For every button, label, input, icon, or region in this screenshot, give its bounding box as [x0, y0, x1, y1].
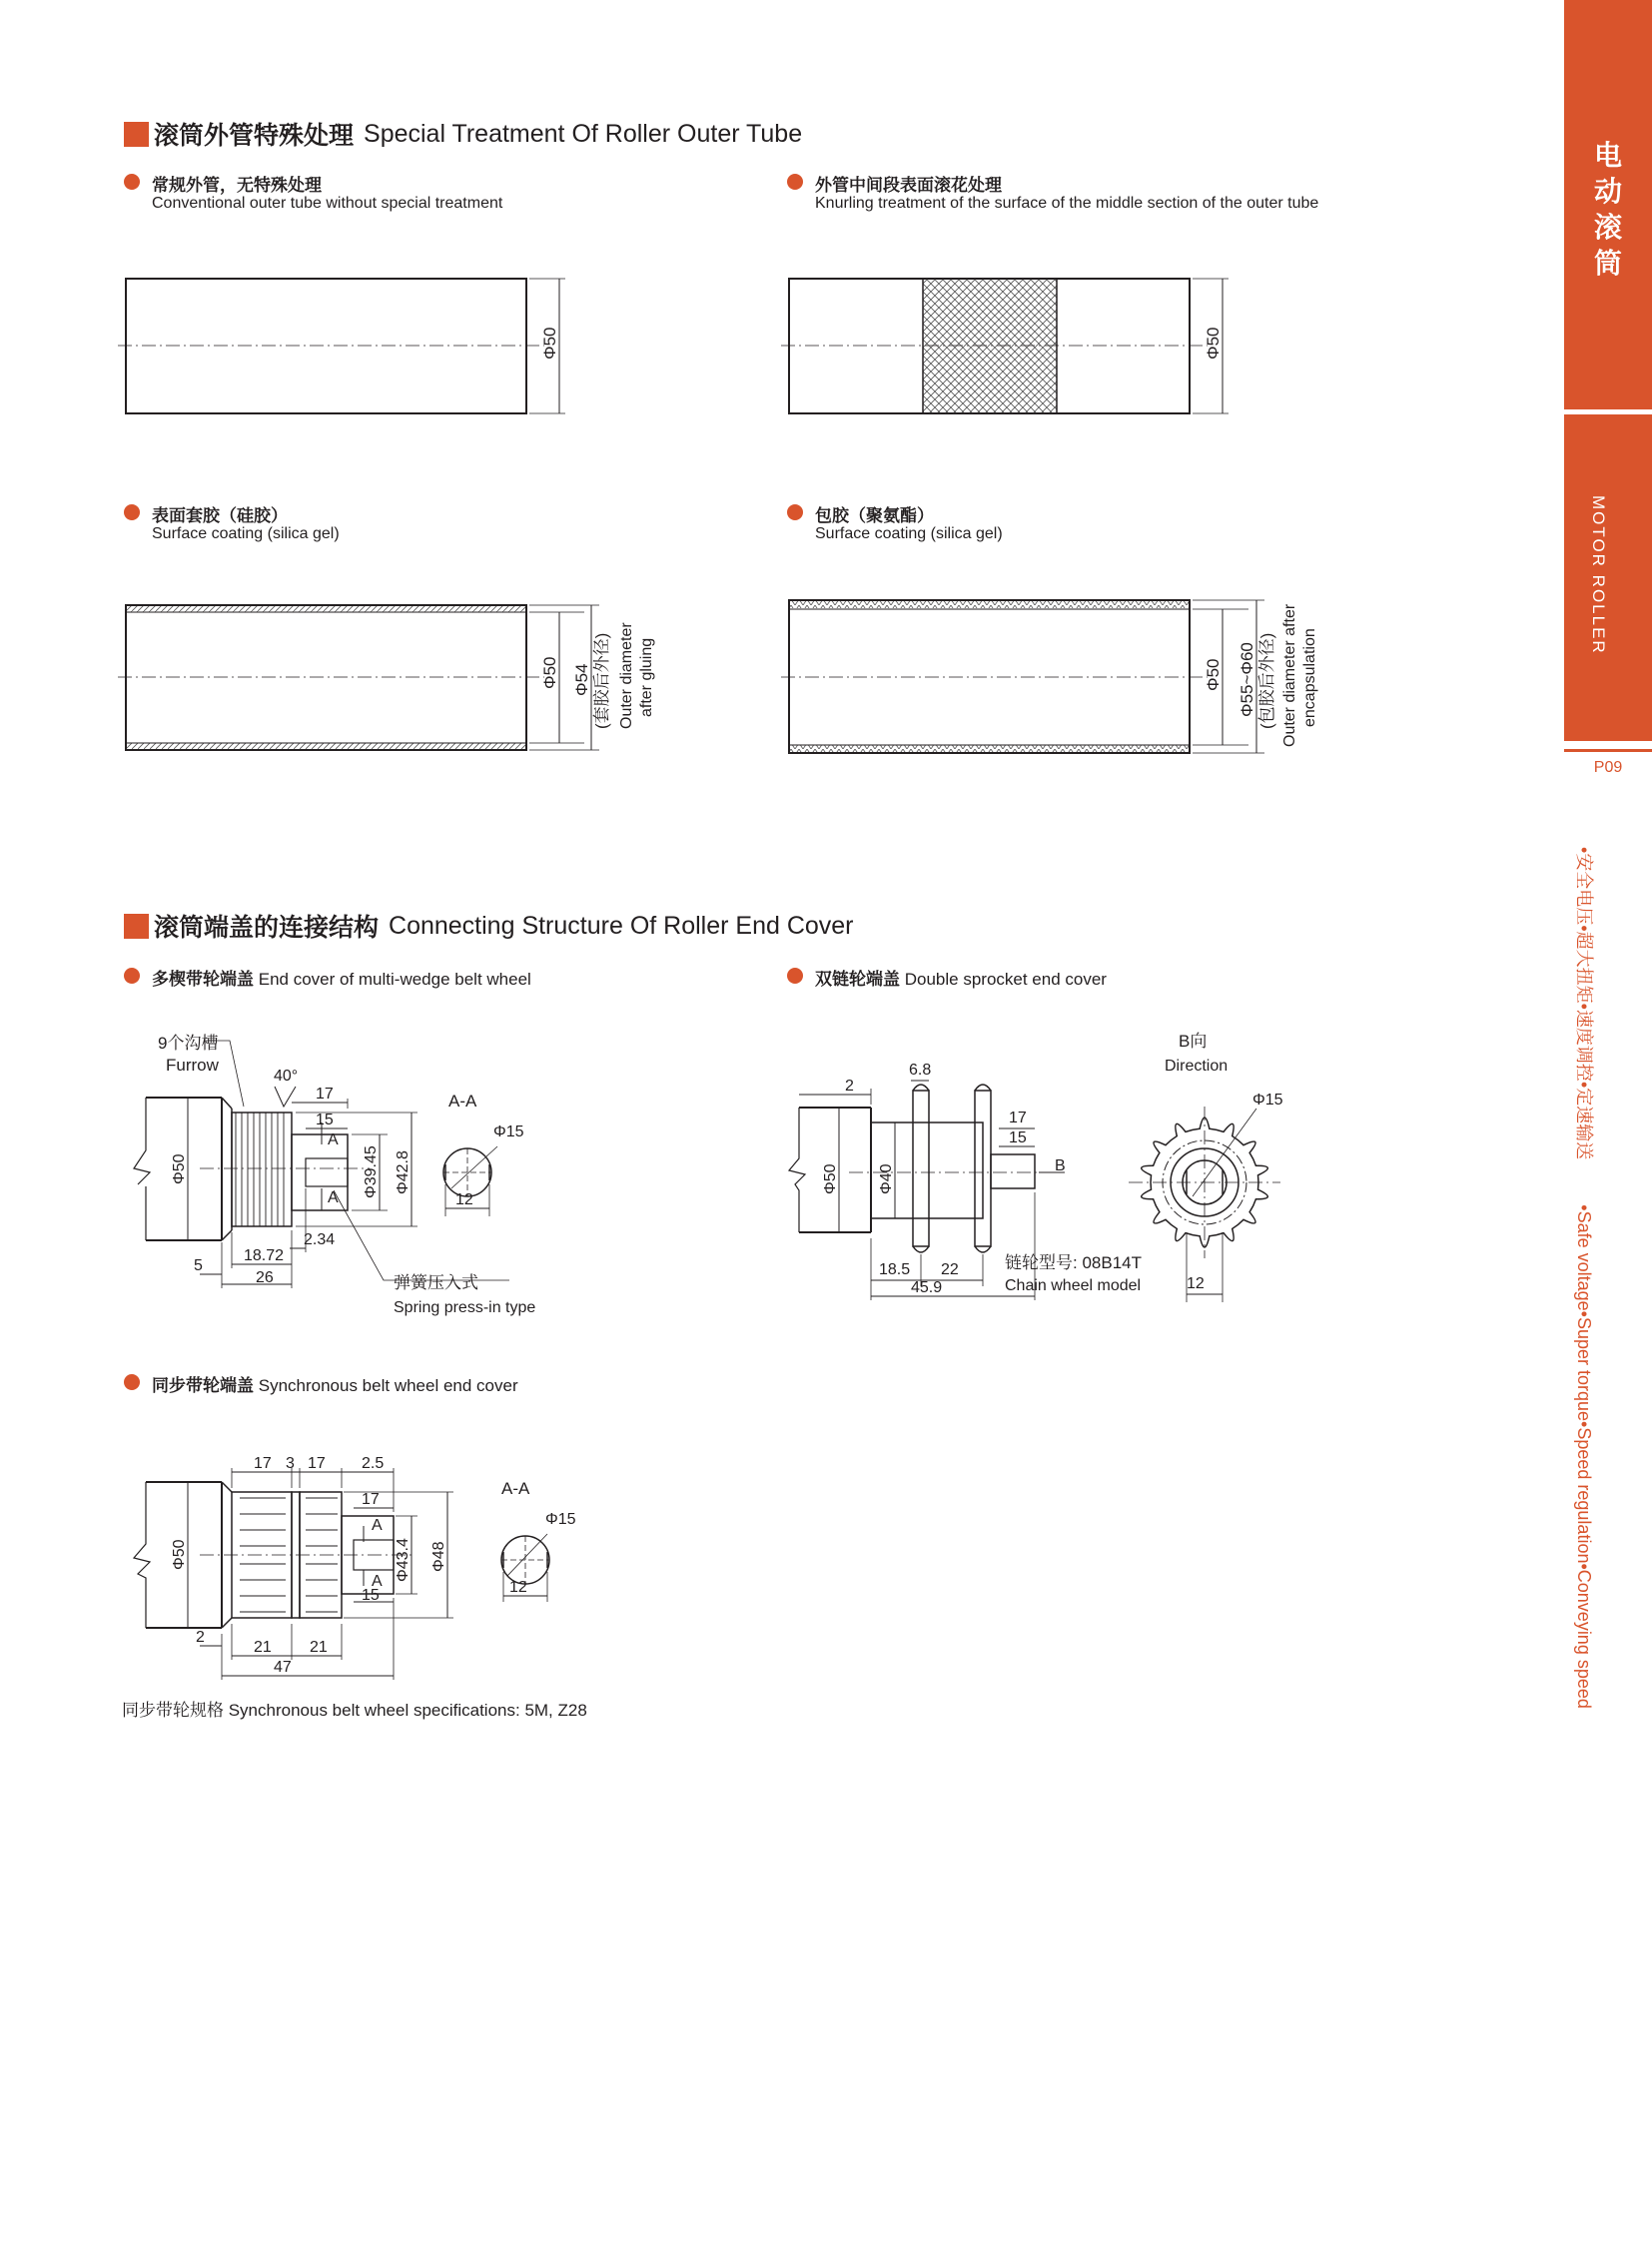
svg-text:2.5: 2.5 — [362, 1455, 385, 1472]
svg-text:12: 12 — [455, 1191, 473, 1208]
dim-phi50: Φ50 — [540, 327, 559, 360]
svg-text:Direction: Direction — [1165, 1058, 1229, 1075]
dim-note-en-1: Outer diameter after — [1281, 603, 1298, 747]
svg-text:12: 12 — [1187, 1275, 1205, 1292]
svg-text:Φ42.8: Φ42.8 — [395, 1150, 412, 1194]
svg-text:21: 21 — [310, 1639, 328, 1656]
svg-text:弹簧压入式: 弹簧压入式 — [394, 1273, 478, 1292]
svg-text:21: 21 — [254, 1639, 272, 1656]
svg-text:B向: B向 — [1179, 1032, 1208, 1051]
sync-belt-drawing — [134, 1468, 549, 1680]
sprocket-front-drawing — [1129, 1107, 1280, 1302]
sprocket-labels — [822, 1032, 1283, 1296]
svg-text:Φ43.4: Φ43.4 — [395, 1538, 412, 1582]
dim-phi50: Φ50 — [540, 656, 559, 689]
section-title-end-cover: 滚筒端盖的连接结构 Connecting Structure Of Roller End Cover — [124, 908, 854, 944]
svg-text:Chain wheel model: Chain wheel model — [1005, 1277, 1142, 1294]
dim-note-en-1: Outer diameter — [618, 622, 635, 729]
svg-text:40°: 40° — [274, 1068, 299, 1085]
svg-text:15: 15 — [316, 1112, 334, 1128]
svg-text:链轮型号: 08B14T: 链轮型号: 08B14T — [1005, 1253, 1142, 1272]
svg-text:6.8: 6.8 — [909, 1062, 932, 1079]
dim-phi50: Φ50 — [1204, 658, 1223, 691]
bullet-icon — [124, 1374, 140, 1390]
svg-text:15: 15 — [362, 1587, 380, 1604]
dim-note-cn: (套胶后外径) — [592, 632, 611, 729]
sidebar-title-cn: 电 动 滚 筒 — [1593, 140, 1622, 279]
svg-text:A: A — [328, 1131, 339, 1148]
svg-text:Φ50: Φ50 — [171, 1153, 188, 1184]
svg-text:Furrow: Furrow — [166, 1056, 219, 1075]
svg-text:Φ15: Φ15 — [1252, 1092, 1283, 1109]
svg-text:Φ50: Φ50 — [822, 1163, 839, 1194]
tube-conventional-drawing — [118, 279, 565, 413]
svg-text:17: 17 — [362, 1491, 380, 1508]
sync-belt-spec: 同步带轮规格 Synchronous belt wheel specifications: 5M, Z28 — [122, 1701, 587, 1720]
svg-text:12: 12 — [509, 1579, 527, 1596]
svg-text:Φ40: Φ40 — [878, 1163, 895, 1194]
svg-text:A-A: A-A — [501, 1479, 530, 1498]
bullet-icon — [124, 968, 140, 984]
svg-text:Spring press-in type: Spring press-in type — [394, 1299, 536, 1316]
svg-text:Φ48: Φ48 — [430, 1541, 447, 1572]
svg-text:9个沟槽: 9个沟槽 — [158, 1034, 219, 1053]
tube-knurled-drawing — [781, 279, 1229, 413]
tube-silica-drawing — [118, 605, 655, 750]
dim-phi55-60: Φ55~Φ60 — [1238, 642, 1256, 717]
svg-text:A: A — [372, 1517, 383, 1534]
svg-text:22: 22 — [941, 1261, 959, 1278]
multi-wedge-drawing — [134, 1041, 509, 1288]
svg-text:2.34: 2.34 — [304, 1231, 336, 1248]
tube-pu-drawing — [781, 600, 1318, 753]
svg-text:2: 2 — [845, 1078, 854, 1095]
bullet-icon — [787, 968, 803, 984]
svg-text:47: 47 — [274, 1659, 292, 1676]
page-number: P09 — [1593, 759, 1623, 776]
svg-text:17: 17 — [316, 1086, 334, 1103]
svg-text:45.9: 45.9 — [911, 1279, 943, 1296]
svg-text:17: 17 — [308, 1455, 326, 1472]
svg-text:Φ39.45: Φ39.45 — [363, 1145, 380, 1198]
svg-text:Φ15: Φ15 — [493, 1123, 524, 1140]
sidebar-features: •安全电压•超大扭矩•速度调控•定速输送 •Safe voltage•Super torque•Speed regulation•Conveying speed — [1574, 847, 1594, 1709]
dim-phi54: Φ54 — [572, 663, 591, 696]
svg-text:A-A: A-A — [448, 1092, 477, 1111]
sidebar-divider — [1564, 749, 1652, 752]
svg-text:A: A — [372, 1573, 383, 1590]
svg-text:17: 17 — [1009, 1110, 1027, 1126]
svg-text:5: 5 — [194, 1257, 203, 1274]
dim-note-en-2: after gluing — [638, 637, 655, 717]
section-square-icon — [124, 914, 149, 939]
svg-text:3: 3 — [286, 1455, 295, 1472]
svg-text:Φ15: Φ15 — [545, 1511, 576, 1528]
svg-text:Φ50: Φ50 — [171, 1539, 188, 1570]
svg-text:18.5: 18.5 — [879, 1261, 911, 1278]
svg-text:B: B — [1055, 1157, 1066, 1174]
svg-text:2: 2 — [196, 1629, 205, 1646]
section-title-outer-tube: 滚筒外管特殊处理 Special Treatment Of Roller Outer Tube — [124, 116, 802, 152]
dim-note-en-2: encapsulation — [1301, 628, 1318, 727]
sidebar-category-block — [1564, 414, 1652, 741]
dim-phi50: Φ50 — [1204, 327, 1223, 360]
svg-text:18.72: 18.72 — [244, 1247, 285, 1264]
svg-text:17: 17 — [254, 1455, 272, 1472]
dim-note-cn: (包胶后外径) — [1257, 632, 1276, 729]
sidebar-category-label: MOTOR ROLLER — [1589, 495, 1608, 655]
svg-text:26: 26 — [256, 1269, 274, 1286]
svg-text:A: A — [328, 1189, 339, 1206]
svg-text:15: 15 — [1009, 1129, 1027, 1146]
